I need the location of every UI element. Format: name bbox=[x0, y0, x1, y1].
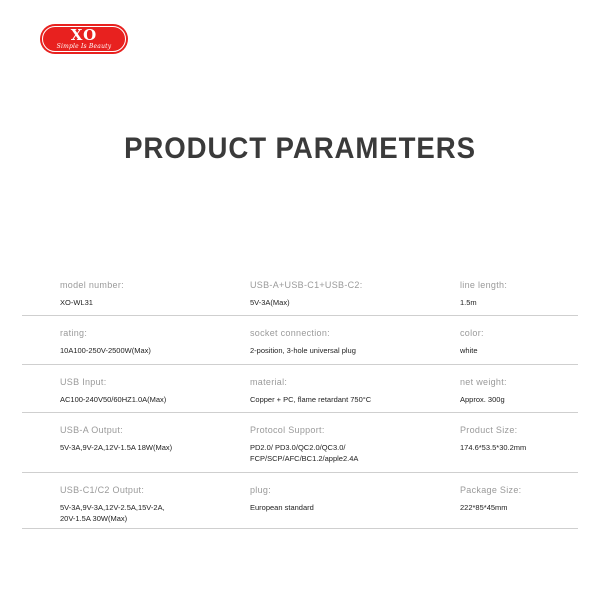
param-value-line: white bbox=[460, 346, 478, 355]
param-value bbox=[250, 442, 358, 464]
param-value-line: 1.5m bbox=[460, 298, 477, 307]
table-row bbox=[22, 268, 578, 316]
param-value bbox=[250, 297, 363, 308]
param-value bbox=[460, 345, 484, 356]
param-value-line: Approx. 300g bbox=[460, 395, 505, 404]
param-label: net weight: bbox=[460, 377, 507, 387]
param-value-line: 174.6*53.5*30.2mm bbox=[460, 443, 527, 452]
param-label: rating: bbox=[60, 328, 88, 338]
param-value-line: 10A100-250V-2500W(Max) bbox=[60, 346, 151, 355]
page-title: PRODUCT PARAMETERS bbox=[124, 132, 476, 165]
param-label: Product Size: bbox=[460, 425, 518, 435]
param-value-line: XO-WL31 bbox=[60, 298, 93, 307]
param-cell bbox=[250, 316, 356, 356]
param-label: color: bbox=[460, 328, 484, 338]
param-cell bbox=[250, 365, 371, 405]
param-value bbox=[250, 502, 314, 513]
brand-logo-tagline: Simple Is Beauty bbox=[56, 43, 112, 50]
param-value bbox=[60, 442, 172, 453]
param-value bbox=[460, 502, 521, 513]
param-value-line: AC100-240V50/60HZ1.0A(Max) bbox=[60, 395, 167, 404]
param-label: material: bbox=[250, 377, 288, 387]
param-cell bbox=[250, 413, 358, 464]
param-cell bbox=[460, 268, 507, 308]
param-cell bbox=[250, 473, 314, 513]
param-cell bbox=[60, 365, 166, 405]
param-label: line length: bbox=[460, 280, 508, 290]
param-label: socket connection: bbox=[250, 328, 330, 338]
param-value bbox=[460, 442, 526, 453]
param-cell bbox=[460, 365, 507, 405]
param-cell bbox=[60, 473, 165, 524]
table-row bbox=[22, 413, 578, 473]
param-value bbox=[60, 502, 165, 524]
param-value-line: 20V-1.5A 30W(Max) bbox=[60, 514, 128, 523]
brand-logo bbox=[40, 24, 128, 54]
param-label: USB Input: bbox=[60, 377, 107, 387]
param-value bbox=[250, 345, 356, 356]
param-label: USB-A+USB-C1+USB-C2: bbox=[250, 280, 363, 290]
param-cell bbox=[460, 316, 484, 356]
param-value bbox=[60, 394, 166, 405]
parameters-table bbox=[22, 268, 578, 529]
param-value-line: PD2.0/ PD3.0/QC2.0/QC3.0/ bbox=[250, 443, 346, 452]
param-label: model number: bbox=[60, 280, 124, 290]
brand-logo-badge bbox=[42, 26, 126, 52]
param-label: USB-C1/C2 Output: bbox=[60, 485, 145, 495]
param-label: Package Size: bbox=[460, 485, 522, 495]
param-value bbox=[250, 394, 371, 405]
brand-logo-mark: XO bbox=[70, 26, 98, 44]
param-value-line: 5V-3A,9V-2A,12V-1.5A 18W(Max) bbox=[60, 443, 173, 452]
table-row bbox=[22, 473, 578, 529]
param-cell bbox=[60, 316, 151, 356]
param-value bbox=[60, 297, 124, 308]
param-cell bbox=[60, 413, 172, 453]
param-value-line: European standard bbox=[250, 503, 314, 512]
param-value bbox=[460, 394, 507, 405]
param-cell bbox=[460, 413, 526, 453]
param-cell bbox=[60, 268, 124, 308]
param-value-line: 2-position, 3-hole universal plug bbox=[250, 346, 356, 355]
param-value bbox=[460, 297, 507, 308]
param-value-line: 222*85*45mm bbox=[460, 503, 508, 512]
table-row bbox=[22, 316, 578, 365]
param-label: Protocol Support: bbox=[250, 425, 325, 435]
param-cell bbox=[460, 473, 521, 513]
param-cell bbox=[250, 268, 363, 308]
param-value bbox=[60, 345, 151, 356]
param-value-line: 5V-3A(Max) bbox=[250, 298, 290, 307]
param-label: plug: bbox=[250, 485, 272, 495]
table-row bbox=[22, 365, 578, 413]
param-value-line: FCP/SCP/AFC/BC1.2/apple2.4A bbox=[250, 454, 359, 463]
param-value-line: Copper + PC, flame retardant 750°C bbox=[250, 395, 372, 404]
param-label: USB-A Output: bbox=[60, 425, 123, 435]
param-value-line: 5V-3A,9V-3A,12V-2.5A,15V-2A, bbox=[60, 503, 165, 512]
